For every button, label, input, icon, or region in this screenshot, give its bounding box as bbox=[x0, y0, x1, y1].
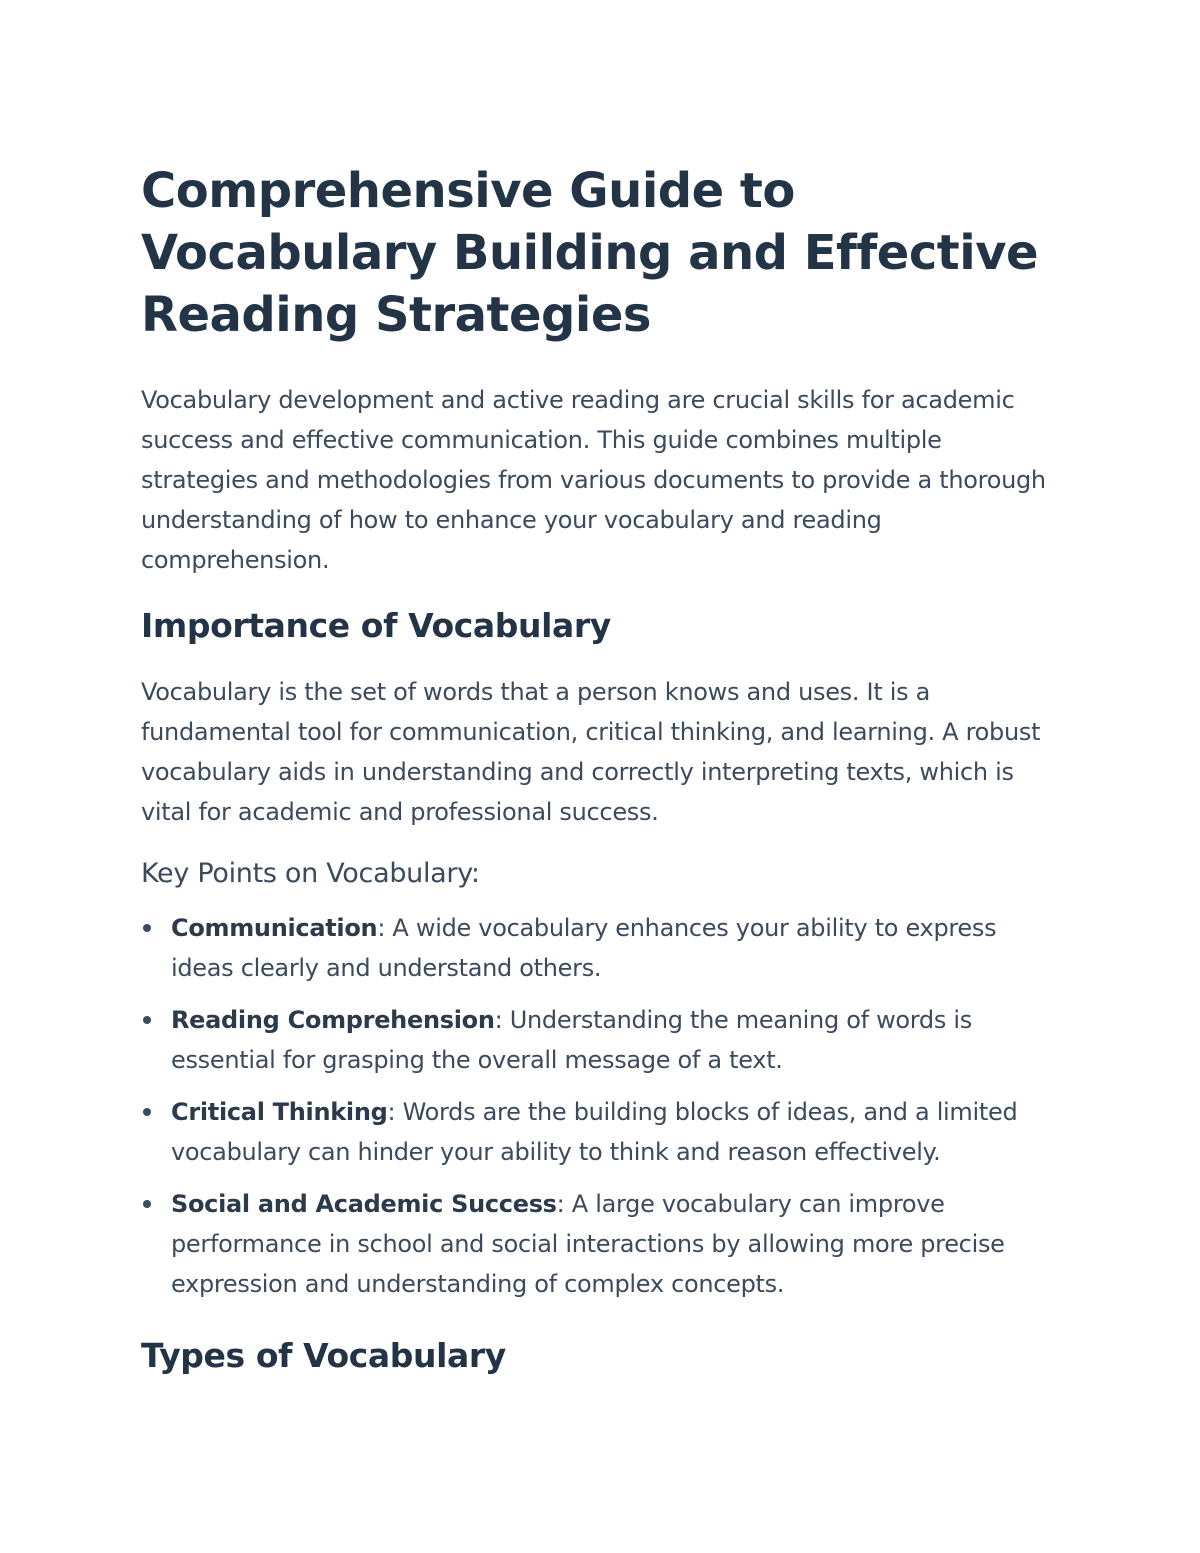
bullet-icon bbox=[143, 1108, 151, 1116]
list-item bbox=[141, 908, 1061, 988]
document-title: Comprehensive Guide to Vocabulary Building and Effective Reading Strategies bbox=[141, 163, 1039, 343]
point-text: : Understanding the meaning of words is essential for grasping the overall message of a text. bbox=[171, 1006, 972, 1074]
list-item bbox=[141, 1092, 1061, 1172]
key-points-subheading: Key Points on Vocabulary: bbox=[141, 858, 480, 889]
point-text: : A large vocabulary can improve performance in school and social interactions by allowing more precise expression and understanding of complex concepts. bbox=[171, 1190, 1005, 1298]
point-term: Reading Comprehension bbox=[171, 1006, 495, 1034]
point-term: Social and Academic Success bbox=[171, 1190, 557, 1218]
importance-paragraph: Vocabulary is the set of words that a person knows and uses. It is a fundamental tool for communication, critical thinking, and learning. A robust vocabulary aids in understanding and correctly interpreting texts, which is vital for academic and professional success. bbox=[141, 678, 1041, 826]
section-heading-types: Types of Vocabulary bbox=[141, 1336, 506, 1375]
point-term: Communication bbox=[171, 914, 378, 942]
section-heading-importance: Importance of Vocabulary bbox=[141, 606, 611, 645]
point-term: Critical Thinking bbox=[171, 1098, 388, 1126]
list-item bbox=[141, 1184, 1061, 1304]
list-item bbox=[141, 1000, 1061, 1080]
point-text: : A wide vocabulary enhances your ability to express ideas clearly and understand others. bbox=[171, 914, 997, 982]
point-text: : Words are the building blocks of ideas, and a limited vocabulary can hinder your ability to think and reason effectively. bbox=[171, 1098, 1018, 1166]
intro-paragraph: Vocabulary development and active reading are crucial skills for academic success and effective communication. This guide combines multiple strategies and methodologies from various documents to provide a thorough understanding of how to enhance your vocabulary and reading comprehension. bbox=[141, 386, 1046, 574]
bullet-icon bbox=[143, 924, 151, 932]
bullet-icon bbox=[143, 1016, 151, 1024]
document-page bbox=[141, 160, 1061, 1402]
key-points-list bbox=[141, 908, 1061, 1304]
bullet-icon bbox=[143, 1200, 151, 1208]
